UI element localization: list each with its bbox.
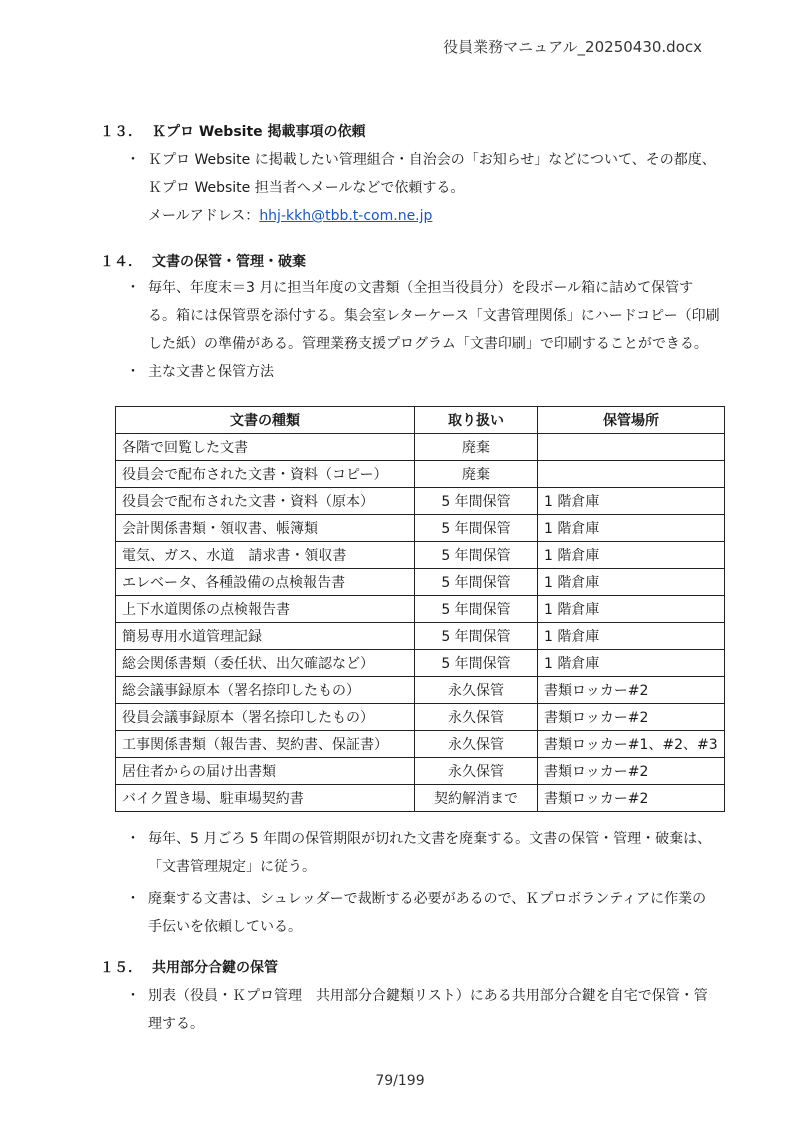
list-item-text: 毎年、5 月ごろ 5 年間の保管期限が切れた文書を廃棄する。文書の保管・管理・破棄は、「文書管理規定」に従う。 <box>148 831 712 875</box>
storage-location-cell: 書類ロッカー#2 <box>538 785 725 812</box>
list-item-text: 別表（役員・Ｋプロ管理 共用部分合鍵類リスト）にある共用部分合鍵を自宅で保管・管理する。 <box>148 988 708 1032</box>
table-row <box>116 434 725 461</box>
page-number: 79/199 <box>375 1073 425 1089</box>
storage-location-cell: 1 階倉庫 <box>538 488 725 515</box>
storage-location-cell: 書類ロッカー#2 <box>538 677 725 704</box>
list-item <box>100 274 720 358</box>
section-15 <box>100 956 720 1038</box>
document-type-cell: エレベータ、各種設備の点検報告書 <box>116 569 415 596</box>
handling-cell: 5 年間保管 <box>415 650 538 677</box>
table-row <box>116 704 725 731</box>
email-line <box>148 202 720 230</box>
list-item-text: 主な文書と保管方法 <box>148 364 274 380</box>
list-item-text: 毎年、年度末＝3 月に担当年度の文書類（全担当役員分）を段ボール箱に詰めて保管する。箱には保管票を添付する。集会室レターケース「文書管理関係」にハードコピー（印刷した紙）の準備がある。管理業務支援プログラム「文書印刷」で印刷することができる。 <box>148 280 720 352</box>
storage-location-cell: 書類ロッカー#1、#2、#3 <box>538 731 725 758</box>
handling-cell: 廃棄 <box>415 434 538 461</box>
document-type-cell: 役員会で配布された文書・資料（原本） <box>116 488 415 515</box>
document-storage-table <box>115 406 725 812</box>
section-title: 文書の保管・管理・破棄 <box>152 254 306 270</box>
table-row <box>116 542 725 569</box>
section-13 <box>100 120 720 230</box>
document-type-cell: 各階で回覧した文書 <box>116 434 415 461</box>
document-type-cell: 役員会で配布された文書・資料（コピー） <box>116 461 415 488</box>
handling-cell: 永久保管 <box>415 704 538 731</box>
handling-cell: 永久保管 <box>415 677 538 704</box>
storage-location-cell: 1 階倉庫 <box>538 569 725 596</box>
section-number: １４． <box>100 254 142 270</box>
table-row <box>116 569 725 596</box>
list-item <box>100 358 720 386</box>
column-header: 保管場所 <box>538 407 725 434</box>
handling-cell: 5 年間保管 <box>415 488 538 515</box>
handling-cell: 5 年間保管 <box>415 542 538 569</box>
list-item <box>100 825 720 881</box>
list-item-text: Ｋプロ Website に掲載したい管理組合・自治会の「お知らせ」などについて、その都度、Ｋプロ Website 担当者へメールなどで依頼する。 <box>148 152 716 196</box>
list-item <box>100 146 720 230</box>
handling-cell: 廃棄 <box>415 461 538 488</box>
storage-location-cell <box>538 434 725 461</box>
column-header: 取り扱い <box>415 407 538 434</box>
list-item <box>100 982 720 1038</box>
document-type-cell: 居住者からの届け出書類 <box>116 758 415 785</box>
table-row <box>116 515 725 542</box>
document-type-cell: 総会議事録原本（署名捺印したもの） <box>116 677 415 704</box>
storage-location-cell: 1 階倉庫 <box>538 623 725 650</box>
table-row <box>116 677 725 704</box>
section-title: 共用部分合鍵の保管 <box>152 960 278 976</box>
list-item-text: 廃棄する文書は、シュレッダーで裁断する必要があるので、Ｋプロボランティアに作業の手伝いを依頼している。 <box>148 891 707 935</box>
email-label: メールアドレス： <box>148 208 260 224</box>
section-number: １５． <box>100 960 142 976</box>
table-row <box>116 650 725 677</box>
document-type-cell: バイク置き場、駐車場契約書 <box>116 785 415 812</box>
column-header: 文書の種類 <box>116 407 415 434</box>
storage-location-cell: 1 階倉庫 <box>538 596 725 623</box>
document-type-cell: 電気、ガス、水道 請求書・領収書 <box>116 542 415 569</box>
storage-location-cell: 1 階倉庫 <box>538 542 725 569</box>
handling-cell: 永久保管 <box>415 731 538 758</box>
handling-cell: 永久保管 <box>415 758 538 785</box>
section-14-notes <box>100 825 720 941</box>
document-type-cell: 簡易専用水道管理記録 <box>116 623 415 650</box>
handling-cell: 5 年間保管 <box>415 515 538 542</box>
list-item <box>100 885 720 941</box>
table-row <box>116 488 725 515</box>
document-type-cell: 上下水道関係の点検報告書 <box>116 596 415 623</box>
handling-cell: 5 年間保管 <box>415 623 538 650</box>
handling-cell: 契約解消まで <box>415 785 538 812</box>
table-header-row <box>116 407 725 434</box>
document-type-cell: 工事関係書類（報告書、契約書、保証書） <box>116 731 415 758</box>
bullet-icon: ・ <box>126 364 140 380</box>
storage-location-cell <box>538 461 725 488</box>
bullet-icon: ・ <box>126 891 140 907</box>
storage-location-cell: 1 階倉庫 <box>538 515 725 542</box>
table-row <box>116 461 725 488</box>
storage-location-cell: 書類ロッカー#2 <box>538 704 725 731</box>
storage-location-cell: 書類ロッカー#2 <box>538 758 725 785</box>
section-title: Ｋプロ Website 掲載事項の依頼 <box>152 124 366 140</box>
document-type-cell: 会計関係書類・領収書、帳簿類 <box>116 515 415 542</box>
bullet-icon: ・ <box>126 280 140 296</box>
handling-cell: 5 年間保管 <box>415 569 538 596</box>
table-row <box>116 623 725 650</box>
bullet-icon: ・ <box>126 988 140 1004</box>
section-heading <box>100 250 720 274</box>
storage-location-cell: 1 階倉庫 <box>538 650 725 677</box>
section-number: １３． <box>100 124 142 140</box>
email-link[interactable]: hhj-kkh@tbb.t-com.ne.jp <box>259 208 433 224</box>
bullet-icon: ・ <box>126 152 140 168</box>
table-row <box>116 596 725 623</box>
table-row <box>116 758 725 785</box>
handling-cell: 5 年間保管 <box>415 596 538 623</box>
section-heading <box>100 956 720 980</box>
document-filename: 役員業務マニュアル_20250430.docx <box>443 38 702 56</box>
document-type-cell: 総会関係書類（委任状、出欠確認など） <box>116 650 415 677</box>
bullet-icon: ・ <box>126 831 140 847</box>
table-row <box>116 785 725 812</box>
document-type-cell: 役員会議事録原本（署名捺印したもの） <box>116 704 415 731</box>
section-14 <box>100 250 720 386</box>
table-row <box>116 731 725 758</box>
section-heading <box>100 120 720 144</box>
